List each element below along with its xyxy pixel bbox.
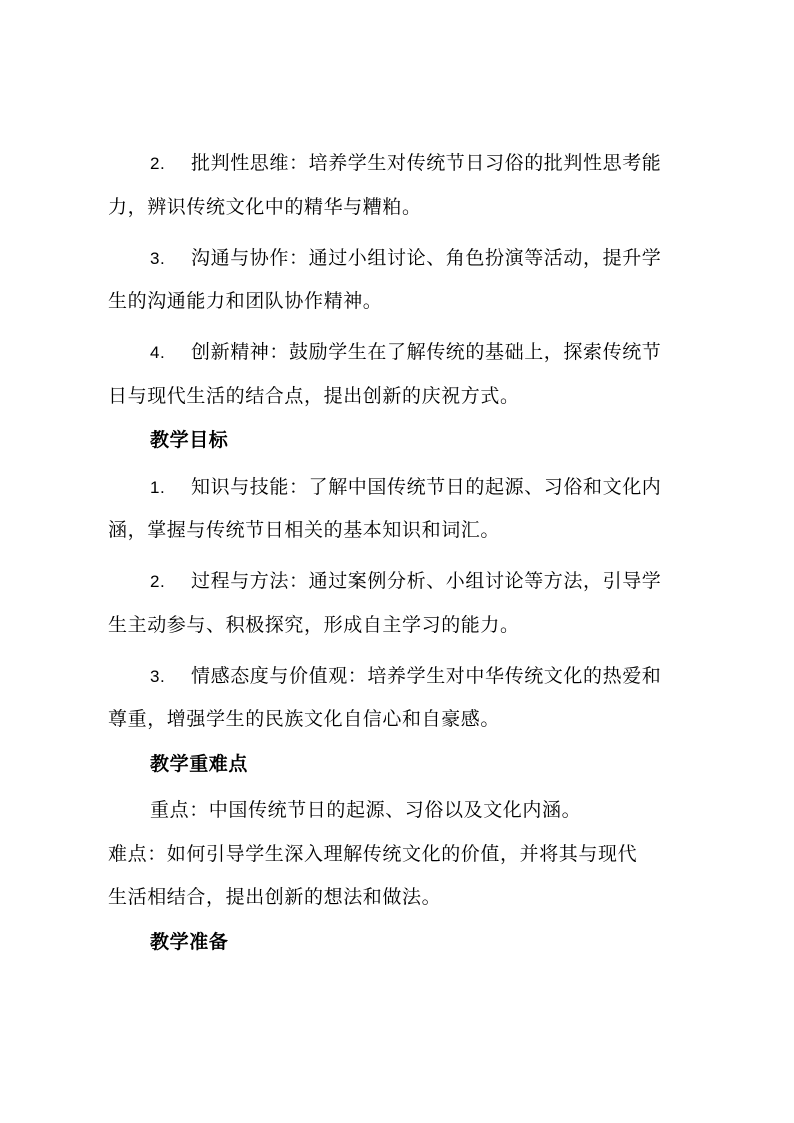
paragraph-text: 沟通与协作：通过小组讨论、角色扮演等活动，提升学 — [191, 247, 662, 269]
paragraph-line: 生的沟通能力和团队协作精神。 — [108, 290, 383, 312]
section-heading-key-difficult-points: 教学重难点 — [150, 753, 249, 775]
paragraph-line: 力，辨识传统文化中的精华与糟粕。 — [108, 196, 422, 218]
list-item-emotion-values — [150, 664, 661, 689]
paragraph-line: 尊重，增强学生的民族文化自信心和自豪感。 — [108, 708, 501, 730]
paragraph-text: 知识与技能：了解中国传统节日的起源、习俗和文化内 — [191, 476, 662, 498]
paragraph-line: 生主动参与、积极探究，形成自主学习的能力。 — [108, 614, 520, 636]
paragraph-text: 情感态度与价值观：培养学生对中华传统文化的热爱和 — [191, 665, 662, 687]
list-number: 2. — [150, 572, 166, 591]
list-number: 3. — [150, 667, 166, 686]
section-heading-teaching-goals: 教学目标 — [150, 429, 229, 451]
key-point-line: 重点：中国传统节日的起源、习俗以及文化内涵。 — [150, 799, 582, 821]
list-number: 4. — [150, 343, 166, 362]
paragraph-line: 生活相结合，提出创新的想法和做法。 — [108, 886, 442, 908]
list-number: 1. — [150, 478, 166, 497]
paragraph-text: 创新精神：鼓励学生在了解传统的基础上，探索传统节 — [191, 341, 662, 363]
list-item-process-methods — [150, 569, 661, 594]
paragraph-text: 批判性思维：培养学生对传统节日习俗的批判性思考能 — [191, 152, 662, 174]
list-number: 2. — [150, 154, 166, 173]
paragraph-line: 涵，掌握与传统节日相关的基本知识和词汇。 — [108, 519, 501, 541]
difficult-point-line: 难点：如何引导学生深入理解传统文化的价值，并将其与现代 — [108, 843, 638, 865]
list-number: 3. — [150, 249, 166, 268]
section-heading-teaching-preparation: 教学准备 — [150, 931, 229, 953]
list-item-critical-thinking — [150, 151, 661, 176]
list-item-knowledge-skills — [150, 475, 661, 500]
paragraph-line: 日与现代生活的结合点，提出创新的庆祝方式。 — [108, 385, 520, 407]
list-item-communication — [150, 246, 661, 271]
paragraph-text: 过程与方法：通过案例分析、小组讨论等方法，引导学 — [191, 570, 662, 592]
list-item-innovation — [150, 340, 661, 365]
